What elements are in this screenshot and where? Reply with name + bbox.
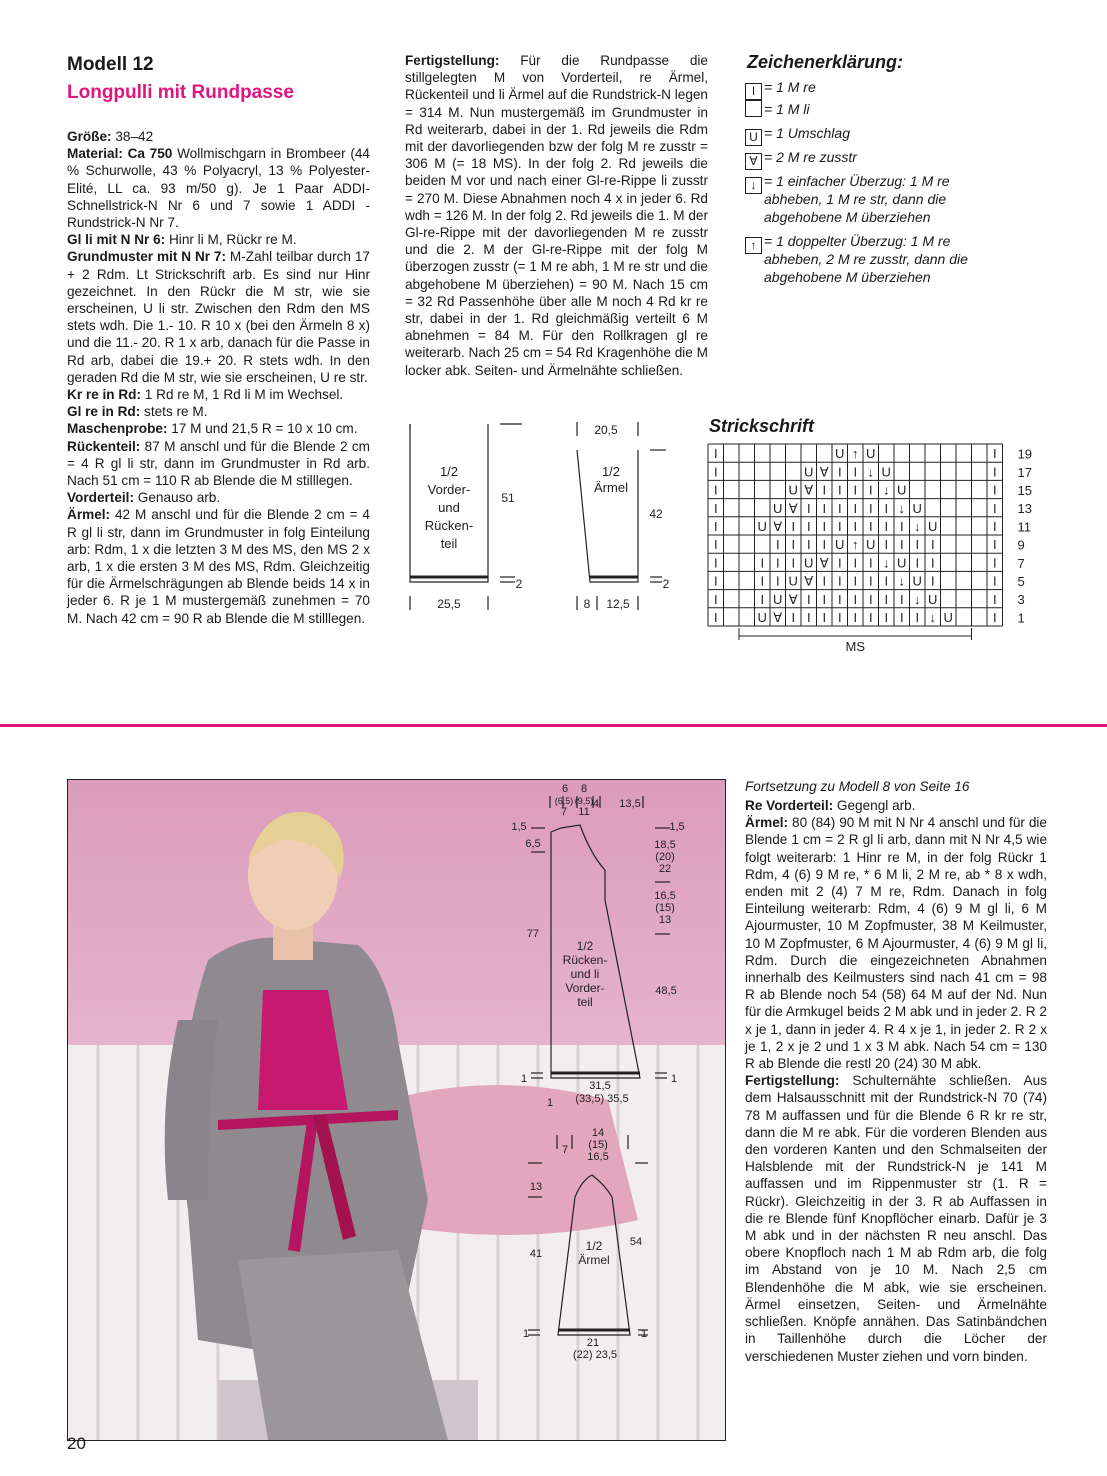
left-paragraph: Material: Ca 750 Wollmischgarn in Brombeer (44 % Schurwolle, 43 % Polyacryl, 13 % Polyester-Elité, LL ca. 93 m/50 g). Je 1 Paar ADDI-Schnellstrick-N Nr 6 und 7 sowie 1 ADDI -Rundstrick-N Nr 7. bbox=[67, 146, 370, 231]
instructions-middle-column bbox=[405, 52, 708, 379]
left-paragraph-label: Kr re in Rd: bbox=[67, 387, 142, 403]
chart-cell-symbol: I bbox=[713, 555, 718, 571]
model-title: Modell 12 bbox=[67, 54, 154, 75]
chart-title: Strickschrift bbox=[709, 416, 815, 436]
chart-cell-symbol: I bbox=[822, 591, 827, 607]
schematic-body-width: 25,5 bbox=[437, 597, 461, 611]
chart-cell-symbol: I bbox=[915, 555, 920, 571]
left-paragraph-label: Gl li mit N Nr 6: bbox=[67, 232, 166, 248]
s2-top-7: 4 bbox=[592, 798, 600, 810]
chart-cell-symbol: I bbox=[899, 609, 904, 625]
chart-cell-symbol: I bbox=[899, 591, 904, 607]
right-paragraph: Re Vorderteil: Gegengl arb. bbox=[745, 798, 916, 813]
page-number: 20 bbox=[67, 1434, 86, 1453]
chart-cell-symbol: I bbox=[992, 500, 997, 516]
s3-right-2: 1 bbox=[640, 1328, 648, 1340]
chart-cell-symbol: U bbox=[804, 555, 814, 571]
chart-cell-symbol: ↓ bbox=[914, 591, 921, 607]
s2-right-3: (20) bbox=[655, 851, 675, 863]
chart-ms-label: MS bbox=[845, 639, 865, 654]
chart-cell-symbol: I bbox=[760, 591, 765, 607]
legend-item bbox=[745, 148, 969, 170]
chart-cell-symbol: I bbox=[837, 609, 842, 625]
middle-paragraph: Fertigstellung: Für die Rundpasse die stillgelegten M von Vorderteil, re Ärmel, Rückenteil und li Ärmel auf die Rundstrick-N legen = 314 M. Nun mustergemäß im Grundmuster in Rd weiterarb, dabei in der 1. Rd jeweils die Rdm mit der davorliegenden bzw der folg M re zusstr = 306 M (= 18 MS). In der folg 2. Rd jeweils die beiden M vor und nach einer Gl-re-Rippe li zusstr = 270 M. Diese Abnahmen noch 4 x in jeder 6. Rd wdh = 126 M. In der folg 2. Rd jeweils die 1. M der Gl-re-Rippe mit der davorliegenden M re zusstr und die 2. M der Gl-re-Rippe mit der folg M überzogen zusstr (= 1 M re abh, 1 M re str und die abgehobene M überziehen) = 90 M. Nach 15 cm = 32 Rd Passenhöhe über alle M noch 4 Rd kr re str, dabei in der 1. Rd gleichmäßig verteilt 6 M abnehmen = 84 M. Für den Rollkragen gl re weiterarb. Nach 25 cm = 54 Rd Kragenhöhe die M locker abk. Seiten- und Ärmelnähte schließen. bbox=[405, 53, 708, 378]
schematic-cardigan-body bbox=[505, 780, 705, 1110]
chart-cell-symbol: I bbox=[853, 482, 858, 498]
chart-cell-symbol: I bbox=[791, 609, 796, 625]
chart-cell-symbol: I bbox=[806, 537, 811, 553]
chart-cell-symbol: I bbox=[713, 482, 718, 498]
label-line: 1/2 bbox=[601, 464, 621, 479]
left-paragraph-label: Grundmuster mit N Nr 7: bbox=[67, 249, 227, 265]
label-line: Rücken- bbox=[562, 953, 608, 967]
left-paragraph: Rückenteil: 87 M anschl und für die Blende 2 cm = 4 R gl li str, dann im Grundmuster in Rd arb. Nach 51 cm = 110 R ab Blende die M stilllegen. bbox=[67, 438, 370, 489]
chart-cell-symbol: I bbox=[791, 537, 796, 553]
chart-cell-symbol: I bbox=[884, 500, 889, 516]
section-divider bbox=[0, 724, 1107, 727]
chart-cell-symbol: I bbox=[837, 573, 842, 589]
chart-cell-symbol: U bbox=[773, 500, 783, 516]
left-paragraph-label: Vorderteil: bbox=[67, 490, 134, 506]
s3-top-2: (15) bbox=[588, 1139, 608, 1151]
legend-symbol: ↑ bbox=[745, 237, 762, 254]
legend-item bbox=[745, 172, 969, 226]
schematic-sleeve-hem: 2 bbox=[662, 577, 670, 591]
chart-cell-symbol: I bbox=[760, 573, 765, 589]
chart-cell-symbol: U bbox=[757, 518, 767, 534]
chart-cell-symbol: I bbox=[884, 609, 889, 625]
left-paragraph: Größe: 38–42 bbox=[67, 129, 154, 144]
schematic-sleeve-top: 20,5 bbox=[594, 423, 618, 437]
chart-cell-symbol: U bbox=[881, 464, 891, 480]
legend-title: Zeichenerklärung: bbox=[747, 52, 904, 72]
chart-cell-symbol: I bbox=[992, 573, 997, 589]
chart-cell-symbol: U bbox=[866, 446, 876, 462]
s2-right-8: 48,5 bbox=[655, 985, 677, 997]
legend-symbol: I bbox=[745, 83, 762, 100]
chart-cell-symbol: U bbox=[928, 518, 938, 534]
chart-cell-symbol: I bbox=[868, 518, 873, 534]
chart-cell-symbol: U bbox=[788, 573, 798, 589]
chart-cell-symbol: I bbox=[822, 537, 827, 553]
chart-cell-symbol: I bbox=[884, 591, 889, 607]
legend-text: = 1 M li bbox=[764, 101, 810, 117]
s3-top-1: 14 bbox=[591, 1127, 605, 1139]
legend-item bbox=[745, 100, 969, 118]
s2-bottom-2: (33,5) 35,5 bbox=[575, 1093, 629, 1105]
chart-cell-symbol: ↑ bbox=[852, 537, 859, 553]
chart-cell-symbol: I bbox=[837, 555, 842, 571]
chart-cell-symbol: I bbox=[822, 500, 827, 516]
s3-top-3: 16,5 bbox=[587, 1151, 609, 1163]
chart-cell-symbol: U bbox=[897, 482, 907, 498]
s2-top-4: (9,5) bbox=[574, 796, 594, 806]
chart-cell-symbol: I bbox=[992, 555, 997, 571]
chart-cell-symbol: I bbox=[930, 573, 935, 589]
s2-top-2: 8 bbox=[580, 783, 588, 795]
s2-left-5: 1 bbox=[546, 1097, 554, 1109]
chart-row-number: 1 bbox=[1017, 610, 1025, 626]
left-paragraph-label: Material: Ca 750 bbox=[67, 146, 173, 162]
s2-bottom-1: 31,5 bbox=[589, 1080, 611, 1092]
chart-cell-symbol: I bbox=[837, 482, 842, 498]
chart-cell-symbol: I bbox=[868, 573, 873, 589]
s3-bottom-2: (22) 23,5 bbox=[572, 1349, 618, 1361]
chart-cell-symbol: I bbox=[806, 518, 811, 534]
legend-text: = 1 Umschlag bbox=[764, 125, 850, 141]
legend-text: = 1 M re bbox=[764, 79, 816, 95]
schematic-sleeve-height: 42 bbox=[649, 507, 663, 521]
schematic-body-sleeve bbox=[400, 412, 700, 627]
s2-right-2: 18,5 bbox=[654, 839, 676, 851]
left-paragraph: Vorderteil: Genauso arb. bbox=[67, 490, 221, 506]
chart-row-number: 3 bbox=[1017, 592, 1025, 608]
chart-row-number: 13 bbox=[1017, 501, 1032, 517]
left-paragraph: Gl re in Rd: stets re M. bbox=[67, 404, 208, 420]
knitting-chart bbox=[706, 442, 1046, 656]
chart-cell-symbol: I bbox=[992, 464, 997, 480]
chart-cell-symbol: ↓ bbox=[898, 500, 905, 516]
label-line: 1/2 bbox=[585, 1239, 603, 1253]
chart-cell-symbol: I bbox=[992, 537, 997, 553]
legend-text: = 1 einfacher Überzug: 1 M re abheben, 1 M re str, dann die abgehobene M überziehen bbox=[764, 173, 950, 225]
chart-cell-symbol: I bbox=[791, 518, 796, 534]
label-line: und bbox=[438, 500, 460, 515]
legend-symbol: U bbox=[745, 129, 762, 146]
chart-cell-symbol: I bbox=[915, 609, 920, 625]
legend-text: = 1 doppelter Überzug: 1 M re abheben, 2 M re zusstr, dann die abgehobene M überziehen bbox=[764, 233, 968, 285]
chart-cell-symbol: I bbox=[806, 609, 811, 625]
chart-cell-symbol: I bbox=[837, 464, 842, 480]
chart-cell-symbol: I bbox=[775, 573, 780, 589]
s3-left-3: 1 bbox=[522, 1328, 530, 1340]
chart-cell-symbol: I bbox=[713, 446, 718, 462]
label-line: teil bbox=[440, 536, 458, 551]
chart-cell-symbol: I bbox=[853, 464, 858, 480]
s2-left-1: 1,5 bbox=[511, 821, 527, 833]
chart-cell-symbol: I bbox=[992, 591, 997, 607]
schematic-body-height: 51 bbox=[501, 491, 515, 505]
s2-right-6: (15) bbox=[655, 902, 675, 914]
s2-right-4: 22 bbox=[658, 863, 672, 875]
label-line: 1/2 bbox=[576, 939, 594, 953]
chart-cell-symbol: ∀ bbox=[788, 591, 798, 607]
chart-cell-symbol: I bbox=[713, 591, 718, 607]
legend-symbol: ∀ bbox=[745, 153, 762, 170]
chart-cell-symbol: I bbox=[775, 555, 780, 571]
label-line: Ärmel bbox=[578, 1253, 610, 1267]
chart-cell-symbol: U bbox=[912, 573, 922, 589]
s2-right-5: 16,5 bbox=[654, 890, 676, 902]
label-line: Ärmel bbox=[594, 480, 628, 495]
chart-cell-symbol: ↓ bbox=[914, 518, 921, 534]
chart-cell-symbol: I bbox=[713, 573, 718, 589]
label-line: teil bbox=[577, 995, 593, 1009]
legend-text: = 2 M re zusstr bbox=[764, 149, 857, 165]
chart-cell-symbol: U bbox=[943, 609, 953, 625]
s2-top-6: 11 bbox=[578, 806, 590, 818]
chart-cell-symbol: ↓ bbox=[929, 609, 936, 625]
chart-row-number: 9 bbox=[1017, 537, 1025, 553]
chart-cell-symbol: ↓ bbox=[867, 464, 874, 480]
chart-cell-symbol: ↓ bbox=[883, 555, 890, 571]
chart-cell-symbol: I bbox=[884, 518, 889, 534]
chart-cell-symbol: I bbox=[822, 573, 827, 589]
left-paragraph-label: Größe: bbox=[67, 129, 112, 144]
chart-cell-symbol: I bbox=[775, 537, 780, 553]
schematic-sleeve-w2: 12,5 bbox=[606, 597, 630, 611]
model-subtitle: Longpulli mit Rundpasse bbox=[67, 82, 294, 103]
chart-cell-symbol: I bbox=[837, 591, 842, 607]
chart-cell-symbol: ∀ bbox=[788, 500, 798, 516]
right-paragraph-label: Re Vorderteil: bbox=[745, 798, 834, 813]
chart-cell-symbol: I bbox=[837, 518, 842, 534]
left-paragraph-label: Ärmel: bbox=[67, 507, 111, 523]
chart-row-number: 7 bbox=[1017, 555, 1025, 571]
left-paragraph: Maschenprobe: 17 M und 21,5 R = 10 x 10 cm. bbox=[67, 421, 358, 437]
chart-cell-symbol: I bbox=[868, 482, 873, 498]
s2-top-5: 7 bbox=[560, 806, 568, 818]
chart-cell-symbol: I bbox=[713, 518, 718, 534]
chart-cell-symbol: I bbox=[806, 500, 811, 516]
right-paragraph-label: Ärmel: bbox=[745, 815, 789, 831]
chart-cell-symbol: I bbox=[853, 609, 858, 625]
chart-cell-symbol: I bbox=[899, 518, 904, 534]
left-paragraph: Grundmuster mit N Nr 7: M-Zahl teilbar durch 17 + 2 Rdm. Lt Strickschrift arb. Es sind nur Hinr gezeichnet. In den Rückr die M str, wie sie erscheinen, U li str. Zwischen den Rdm den MS stets wdh. Die 1.- 10. R 10 x (bei den Ärmeln 8 x) und die 11.- 20. R 1 x arb, danach für die Passe in Rd arb, dabei die 19.+ 20. R stets wdh. In den geraden Rd die M str, wie sie erscheinen, U re str. bbox=[67, 249, 370, 385]
chart-cell-symbol: I bbox=[837, 500, 842, 516]
right-paragraph: Ärmel: 80 (84) 90 M mit N Nr 4 anschl und für die Blende 1 cm = 2 R gl li arb, dann mit N Nr 4,5 wie folgt weiterarb: 1 Hinr re M, in der folg Rückr 1 Rdm, 4 (6) 9 M re, * 6 M li, 2 M re, ab * 8 x wdh, enden mit 2 (4) 7 M re, Rdm. Danach in folg Einteilung weiterarb: Rdm, 4 (6) 9 M gl li, 6 M Ajourmuster, 10 M Zopfmuster, 38 M Keilmuster, 10 M Zopfmuster, 6 M Ajourmuster, 4 (6) 9 M gl li, Rdm. Durch die eingezeichneten Abnahmen innerhalb des Keilmusters sind nach 41 cm = 98 R ab Blende noch 54 (58) 64 M auf der Nd. Nun für die Armkugel beids 2 M abk und in jeder 2. R 2 x je 1, dann in jeder 4. R 4 x je 1, in jeder 2. R 2 x je 1, 2 x je 2 und 1 x 3 M abk. Nach 54 cm = 130 R ab Blende die restl 20 (24) 30 M abk. bbox=[745, 815, 1047, 1072]
s2-left-4: 1 bbox=[520, 1073, 528, 1085]
chart-cell-symbol: U bbox=[866, 537, 876, 553]
middle-paragraph-label: Fertigstellung: bbox=[405, 53, 500, 68]
chart-cell-symbol: I bbox=[760, 555, 765, 571]
s3-right-1: 54 bbox=[629, 1236, 643, 1248]
chart-cell-symbol: I bbox=[868, 609, 873, 625]
chart-cell-symbol: I bbox=[822, 518, 827, 534]
s3-label bbox=[578, 1239, 609, 1267]
left-paragraph-label: Maschenprobe: bbox=[67, 421, 168, 437]
s2-right-7: 13 bbox=[658, 914, 672, 926]
chart-cell-symbol: I bbox=[930, 555, 935, 571]
chart-cell-symbol: I bbox=[713, 609, 718, 625]
s2-right-9: 1 bbox=[670, 1073, 678, 1085]
chart-row-number: 11 bbox=[1017, 519, 1031, 535]
chart-cell-symbol: I bbox=[915, 537, 920, 553]
chart-cell-symbol: I bbox=[992, 518, 997, 534]
chart-cell-symbol: U bbox=[835, 537, 845, 553]
legend-item bbox=[745, 232, 969, 286]
chart-cell-symbol: I bbox=[868, 591, 873, 607]
left-paragraph: Gl li mit N Nr 6: Hinr li M, Rückr re M. bbox=[67, 232, 297, 248]
chart-cell-symbol: ∀ bbox=[804, 482, 814, 498]
instructions-right-column bbox=[745, 797, 1047, 1365]
schematic-body-hem: 2 bbox=[515, 577, 523, 591]
chart-cell-symbol: I bbox=[992, 609, 997, 625]
chart-cell-symbol: U bbox=[928, 591, 938, 607]
continuation-intro: Fortsetzung zu Modell 8 von Seite 16 bbox=[745, 779, 970, 794]
chart-cell-symbol: I bbox=[884, 573, 889, 589]
chart-row-number: 19 bbox=[1017, 446, 1032, 462]
chart-cell-symbol: U bbox=[757, 609, 767, 625]
s2-top-1: 6 bbox=[561, 783, 569, 795]
s2-top-3: (6,5) bbox=[554, 796, 574, 806]
chart-cell-symbol: I bbox=[713, 464, 718, 480]
s3-top-4: 7 bbox=[561, 1144, 569, 1156]
schematic-cardigan-sleeve bbox=[520, 1125, 660, 1365]
chart-row-number: 17 bbox=[1017, 464, 1032, 480]
schematic-sleeve-label bbox=[594, 464, 628, 495]
chart-row-number: 15 bbox=[1017, 482, 1032, 498]
label-line: und li bbox=[570, 967, 600, 981]
chart-cell-symbol: I bbox=[884, 537, 889, 553]
label-line: Rücken- bbox=[424, 518, 474, 533]
chart-cell-symbol: U bbox=[804, 464, 814, 480]
chart-cell-symbol: I bbox=[853, 555, 858, 571]
chart-cell-symbol: U bbox=[788, 482, 798, 498]
s2-label bbox=[563, 939, 608, 1009]
chart-cell-symbol: U bbox=[835, 446, 845, 462]
chart-cell-symbol: I bbox=[822, 482, 827, 498]
right-paragraph: Fertigstellung: Schulternähte schließen. Aus dem Halsausschnitt mit der Rundstrick-N 70 (74) 78 M auffassen und für die Blende 6 R kr re str, dann die M re abk. Für die vorderen Blenden aus den vorderen Kanten und den Schmalseiten der Halsblende mit der Rundstrick-N je 141 M auffassen und im Rippenmuster str (1. R = Rückr). Gleichzeitig in der 3. R ab Auffassen in die re Blende fünf Knopflöcher einarb. Dafür je 3 M abk und in der nächsten R neu anschl. Das obere Knopfloch nach 1 M ab Rdm arb, die folg im Abstand von je 10 M. Nach 2,5 cm Blendenhöhe die M abk, wie sie erscheinen. Ärmel einsetzen, Seiten- und Ärmelnähte schließen. Knöpfe annähen. Das Satinbändchen in Taillenhöhe durch die Löcher der verschiedenen Muster ziehen und vorn binden. bbox=[745, 1073, 1047, 1364]
left-paragraph: Kr re in Rd: 1 Rd re M, 1 Rd li M im Wechsel. bbox=[67, 387, 344, 403]
label-line: Vorder- bbox=[427, 482, 471, 497]
chart-cell-symbol: I bbox=[992, 482, 997, 498]
left-paragraph: Ärmel: 42 M anschl und für die Blende 2 cm = 4 R gl li str, dann im Grundmuster in folg Einteilung arb: Rdm, 1 x die letzten 3 M des MS, den MS 2 x arb, 1 x die ersten 3 M des MS, Rdm. Gleichzeitig für die Ärmelschrägungen ab Blende beids 14 x in jeder 6. R je 1 M mustergemäß zunehmen = 70 M. Nach 42 cm = 90 R ab Blende die M stilllegen. bbox=[67, 507, 370, 626]
chart-cell-symbol: U bbox=[773, 591, 783, 607]
legend-item bbox=[745, 124, 969, 146]
label-line: Vorder- bbox=[565, 981, 605, 995]
schematic-sleeve-w1: 8 bbox=[583, 597, 591, 611]
chart-cell-symbol: I bbox=[899, 537, 904, 553]
chart-cell-symbol: I bbox=[868, 500, 873, 516]
s3-left-2: 41 bbox=[529, 1248, 543, 1260]
chart-cell-symbol: ∀ bbox=[819, 555, 829, 571]
chart-cell-symbol: ↓ bbox=[883, 482, 890, 498]
label-line: 1/2 bbox=[439, 464, 459, 479]
chart-cell-symbol: I bbox=[791, 555, 796, 571]
chart-cell-symbol: I bbox=[992, 446, 997, 462]
instructions-left-column bbox=[67, 128, 370, 627]
chart-cell-symbol: I bbox=[806, 591, 811, 607]
left-paragraph-label: Gl re in Rd: bbox=[67, 404, 141, 420]
chart-cell-symbol: ∀ bbox=[773, 518, 783, 534]
chart-cell-symbol: I bbox=[853, 500, 858, 516]
schematic-body-label bbox=[425, 464, 473, 551]
s2-left-3: 77 bbox=[526, 928, 540, 940]
left-paragraph-label: Rückenteil: bbox=[67, 438, 141, 454]
s3-left-1: 13 bbox=[529, 1181, 543, 1193]
chart-cell-symbol: I bbox=[822, 609, 827, 625]
chart-cell-symbol: ∀ bbox=[804, 573, 814, 589]
legend-symbol bbox=[745, 100, 762, 117]
chart-cell-symbol: U bbox=[897, 555, 907, 571]
chart-cell-symbol: I bbox=[853, 591, 858, 607]
chart-cell-symbol: I bbox=[713, 500, 718, 516]
s2-right-1: 1,5 bbox=[669, 821, 685, 833]
s3-bottom-1: 21 bbox=[586, 1337, 600, 1349]
chart-row-number: 5 bbox=[1017, 573, 1025, 589]
chart-cell-symbol: ↑ bbox=[852, 446, 859, 462]
legend-symbol: ↓ bbox=[745, 177, 762, 194]
s2-left-2: 6,5 bbox=[525, 838, 541, 850]
chart-cell-symbol: U bbox=[912, 500, 922, 516]
s2-top-8: 13,5 bbox=[619, 798, 641, 810]
chart-cell-symbol: ∀ bbox=[819, 464, 829, 480]
chart-cell-symbol: I bbox=[853, 573, 858, 589]
chart-cell-symbol: I bbox=[713, 537, 718, 553]
chart-cell-symbol: I bbox=[853, 518, 858, 534]
chart-cell-symbol: I bbox=[930, 537, 935, 553]
chart-cell-symbol: ↓ bbox=[898, 573, 905, 589]
legend-item bbox=[745, 78, 969, 100]
chart-cell-symbol: ∀ bbox=[773, 609, 783, 625]
right-paragraph-label: Fertigstellung: bbox=[745, 1073, 840, 1089]
chart-cell-symbol: I bbox=[868, 555, 873, 571]
